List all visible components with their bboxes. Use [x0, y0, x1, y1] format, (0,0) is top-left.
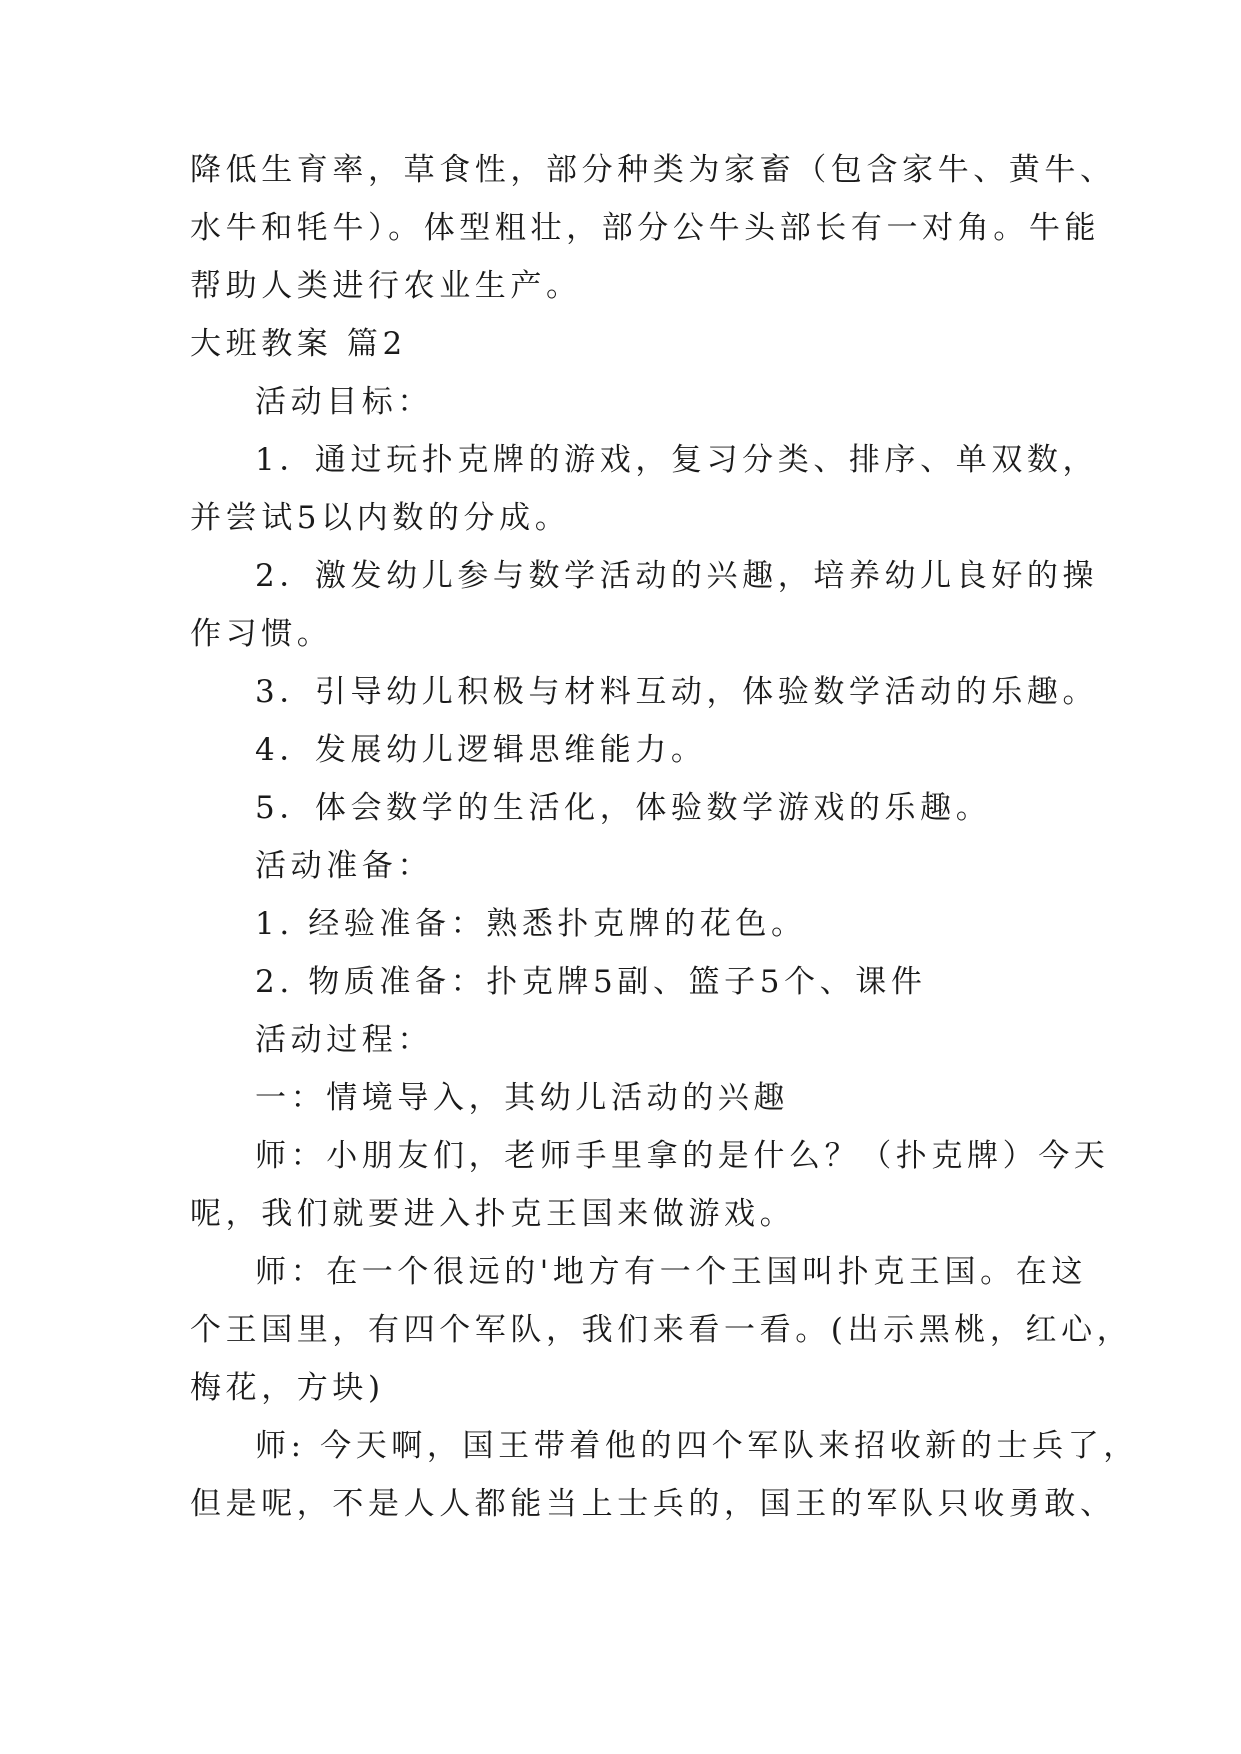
text-line: 个王国里，有四个军队，我们来看一看。(出示黑桃，红心，: [190, 1312, 1133, 1348]
text-line: 1．通过玩扑克牌的游戏，复习分类、排序、单双数，: [255, 442, 1099, 478]
text-line: 5．体会数学的生活化，体验数学游戏的乐趣。: [255, 790, 992, 826]
section-heading: 大班教案 篇2: [190, 326, 407, 362]
text-line: 师：在一个很远的'地方有一个王国叫扑克王国。在这: [255, 1254, 1087, 1290]
text-line: 4．发展幼儿逻辑思维能力。: [255, 732, 707, 768]
text-line: 一：情境导入，其幼儿活动的兴趣: [255, 1080, 789, 1116]
text-line: 师：小朋友们，老师手里拿的是什么？（扑克牌）今天: [255, 1138, 1110, 1174]
text-line: 3．引导幼儿积极与材料互动，体验数学活动的乐趣。: [255, 674, 1099, 710]
text-line: 2．激发幼儿参与数学活动的兴趣，培养幼儿良好的操: [255, 558, 1099, 594]
text-line: 2. 物质准备：扑克牌5副、篮子5个、课件: [255, 964, 927, 1000]
text-line: 呢，我们就要进入扑克王国来做游戏。: [190, 1196, 796, 1232]
text-line: 1. 经验准备：熟悉扑克牌的花色。: [255, 906, 807, 942]
text-line: 帮助人类进行农业生产。: [190, 268, 582, 304]
text-line: 作习惯。: [190, 616, 333, 652]
text-line: 梅花，方块): [190, 1370, 385, 1406]
text-line: 并尝试5以内数的分成。: [190, 500, 571, 536]
subheading-activity-preparation: 活动准备：: [255, 848, 433, 884]
text-line: 降低生育率，草食性，部分种类为家畜（包含家牛、黄牛、: [190, 152, 1116, 188]
text-line: 师: 今天啊，国王带着他的四个军队来招收新的士兵了，: [255, 1428, 1139, 1464]
subheading-activity-process: 活动过程：: [255, 1022, 433, 1058]
text-line: 但是呢，不是人人都能当上士兵的，国王的军队只收勇敢、: [190, 1486, 1116, 1522]
text-line: 水牛和牦牛）。体型粗壮，部分公牛头部长有一对角。牛能: [190, 210, 1101, 246]
subheading-activity-goals: 活动目标：: [255, 384, 433, 420]
